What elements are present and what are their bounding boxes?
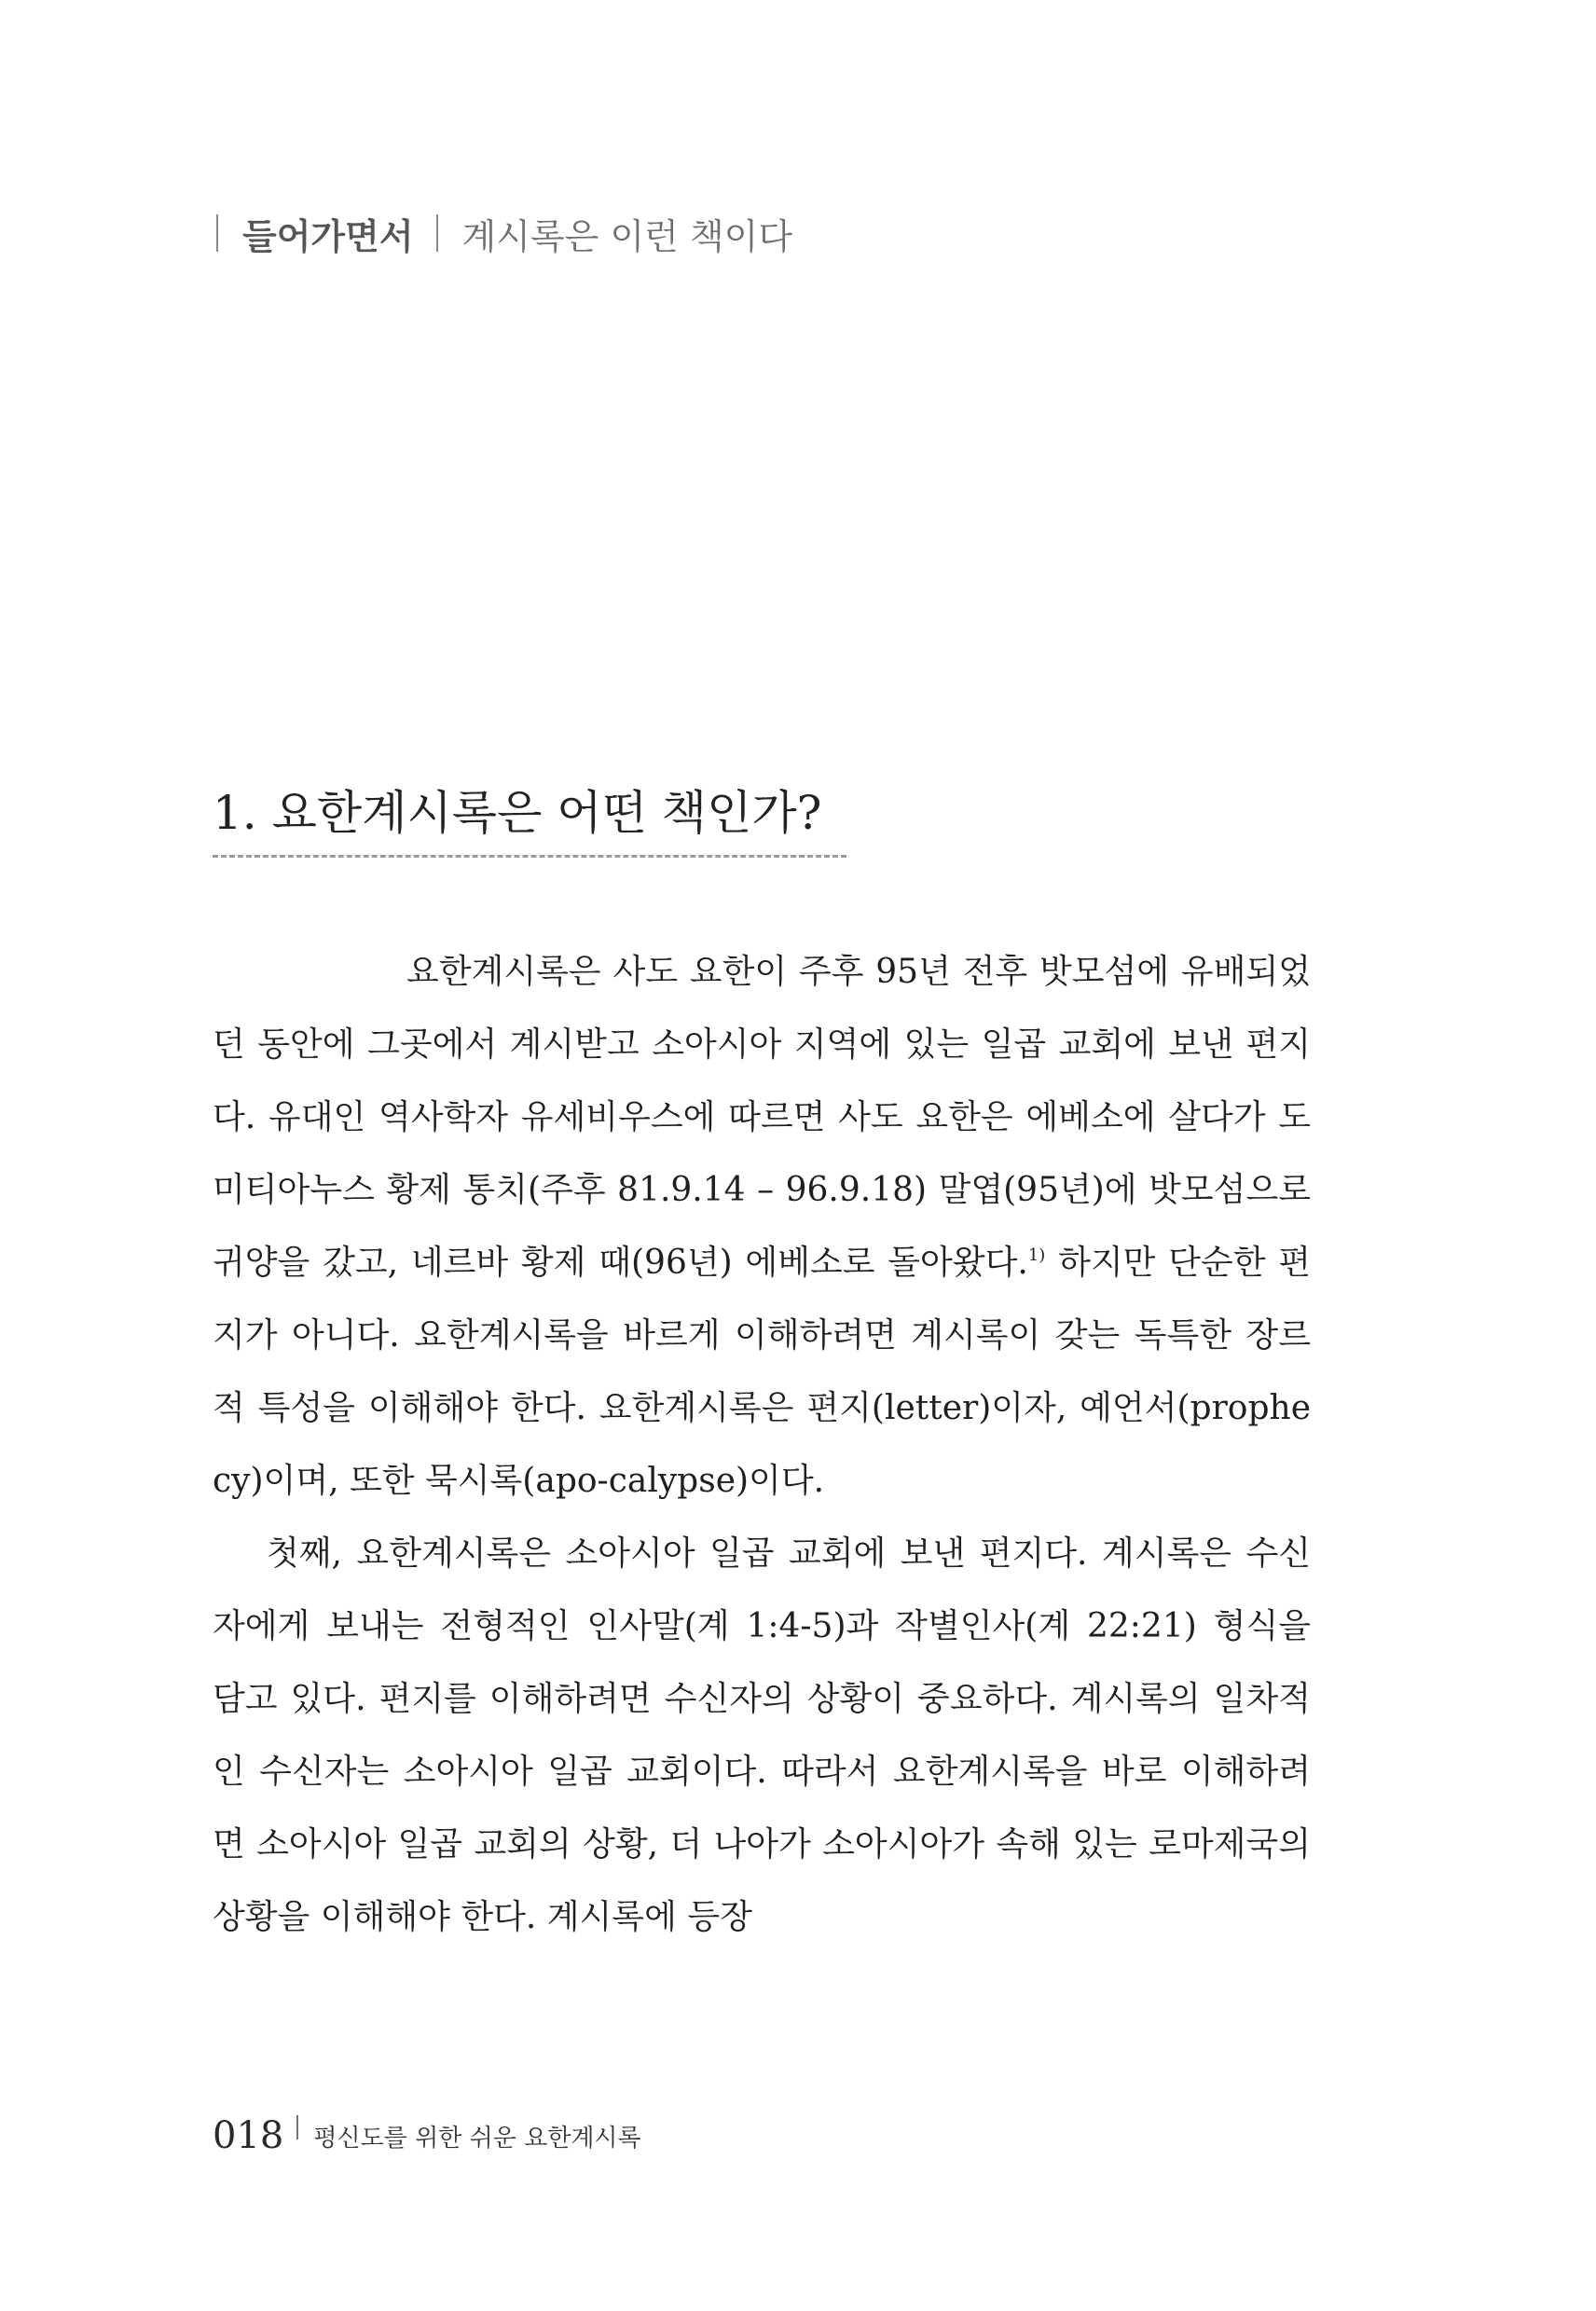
footer-divider [296, 2115, 298, 2139]
running-head-chapter: 계시록은 이런 책이다 [461, 215, 793, 257]
running-head-divider [436, 214, 438, 252]
paragraph-text: 요한계시록은 사도 요한이 주후 95년 전후 밧모섬에 유배되었던 동안에 그곳에서 계시받고 소아시아 지역에 있는 일곱 교회에 보낸 편지다. 유대인 역사학자 유세비우스에 따르면 사도 요한은 에베소에 살다가 도미티아누스 황제 통치(주후 81.9.14 – 96.9.18) 말엽(95년)에 밧모섬으로 귀양을 갔고, 네르바 황제 때(96년) 에베소로 돌아왔다. [213, 953, 1311, 1282]
running-head-divider [216, 214, 218, 252]
paragraph-text: 하지만 단순한 편지가 아니다. 요한계시록을 바르게 이해하려면 계시록이 갖는 독특한 장르적 특성을 이해해야 한다. 요한계시록은 편지(letter)이자, 예언서(prophecy)이며, 또한 묵시록(apo-calypse)이다. [213, 1244, 1312, 1500]
page-footer [213, 2112, 641, 2159]
footnote-marker[interactable]: 1) [1027, 1245, 1046, 1265]
section-heading: 1. 요한계시록은 어떤 책인가? [213, 786, 822, 840]
heading-dashed-rule [213, 855, 846, 858]
book-title: 평신도를 위한 쉬운 요한계시록 [313, 2124, 641, 2153]
page-number: 018 [213, 2114, 284, 2157]
running-head-part: 들어가면서 [242, 215, 414, 257]
body-text [213, 936, 1311, 1954]
running-head [216, 207, 792, 259]
paragraph: 첫째, 요한계시록은 소아시아 일곱 교회에 보낸 편지다. 계시록은 수신자에게 보내는 전형적인 인사말(계 1:4-5)과 작별인사(계 22:21) 형식을 담고 있다. 편지를 이해하려면 수신자의 상황이 중요하다. 계시록의 일차적인 수신자는 소아시아 일곱 교회이다. 따라서 요한계시록을 바로 이해하려면 소아시아 일곱 교회의 상황, 더 나아가 소아시아가 속해 있는 로마제국의 상황을 이해해야 한다. 계시록에 등장 [213, 1534, 1311, 1936]
paragraph [213, 936, 1311, 1518]
